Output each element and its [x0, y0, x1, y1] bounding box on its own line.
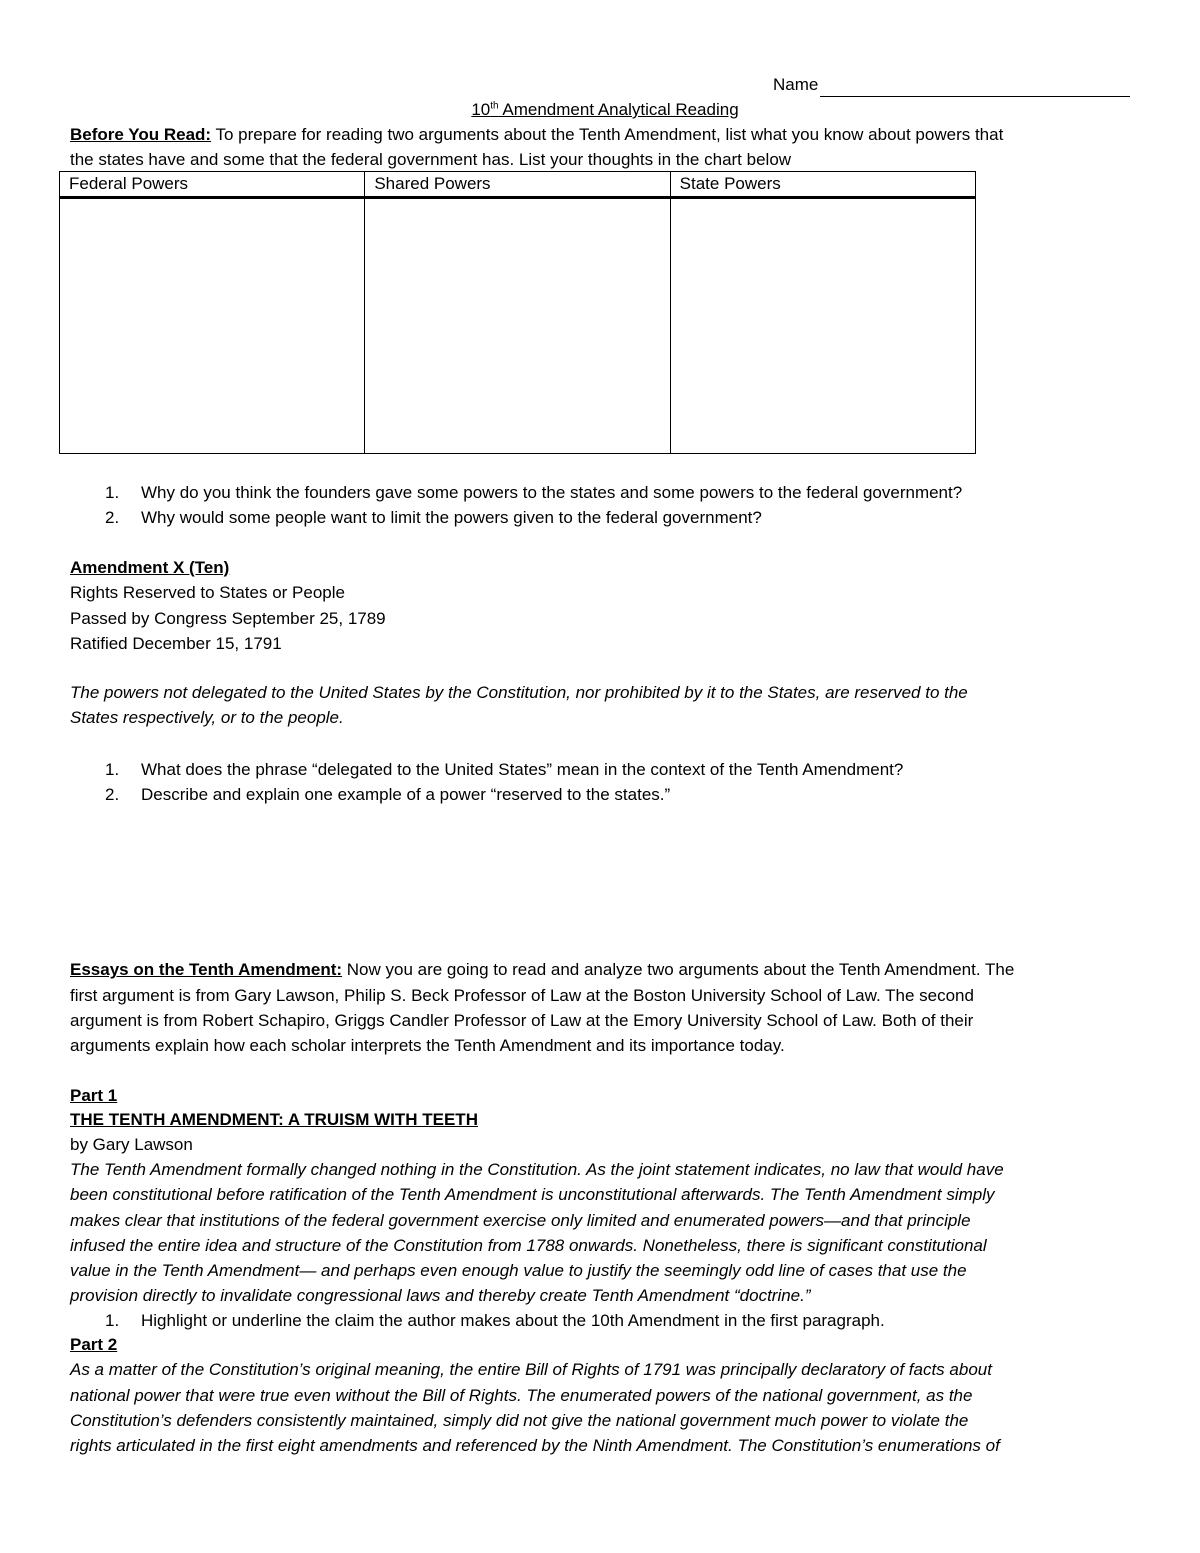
part-2-text-line-3: Constitution’s defenders consistently maintained, simply did not give the national government much power to violate the — [70, 1411, 969, 1430]
title-superscript: th — [490, 100, 499, 112]
chart-header-federal: Federal Powers — [60, 172, 365, 198]
part-2-text-line-2: national power that were true even without the Bill of Rights. The enumerated powers of the national government, as the — [70, 1386, 973, 1405]
essays-line-3: argument is from Robert Schapiro, Griggs Candler Professor of Law at the Emory University School of Law. Both of their — [70, 1011, 974, 1030]
before-you-read-line-2: the states have and some that the federal government has. List your thoughts in the chart below — [70, 150, 792, 169]
before-you-read-text-1: To prepare for reading two arguments about the Tenth Amendment, list what you know about powers that — [211, 125, 1004, 144]
chart-header-shared: Shared Powers — [365, 172, 670, 198]
question-1-2 — [105, 506, 762, 530]
essays-text-1: Now you are going to read and analyze two arguments about the Tenth Amendment. The — [342, 960, 1015, 979]
question-2-1 — [105, 758, 903, 782]
chart-cell-federal[interactable] — [60, 198, 365, 454]
chart-cell-state[interactable] — [670, 198, 975, 454]
part-1-title: THE TENTH AMENDMENT: A TRUISM WITH TEETH — [70, 1110, 478, 1129]
powers-chart — [59, 171, 976, 454]
part-1-byline: by Gary Lawson — [70, 1135, 193, 1154]
amendment-heading: Amendment X (Ten) — [70, 558, 230, 577]
title-prefix: 10 — [471, 100, 491, 119]
part-1-text-line-6: provision directly to invalidate congressional laws and thereby create Tenth Amendment “doctrine.” — [70, 1286, 811, 1305]
before-you-read-line-1 — [70, 123, 1003, 147]
part-1-text-line-2: been constitutional before ratification of the Tenth Amendment is unconstitutional afterwards. The Tenth Amendment simply — [70, 1185, 995, 1204]
amendment-passed: Passed by Congress September 25, 1789 — [70, 609, 386, 628]
question-2-2 — [105, 783, 670, 807]
amendment-subtitle: Rights Reserved to States or People — [70, 583, 345, 602]
essays-label: Essays on the Tenth Amendment: — [70, 960, 343, 979]
question-text: What does the phrase “delegated to the United States” mean in the context of the Tenth Amendment? — [141, 760, 904, 779]
part-1-question — [105, 1309, 885, 1333]
part-1-text-line-5: value in the Tenth Amendment— and perhaps even enough value to justify the seemingly odd line of cases that use the — [70, 1261, 967, 1280]
part-2-text-line-4: rights articulated in the first eight amendments and referenced by the Ninth Amendment. The Constitution’s enumerations of — [70, 1436, 1000, 1455]
question-number: 2. — [105, 508, 120, 527]
part-1-text-line-3: makes clear that institutions of the federal government exercise only limited and enumerated powers—and that principle — [70, 1211, 971, 1230]
question-text: Why do you think the founders gave some powers to the states and some powers to the federal government? — [141, 483, 963, 502]
question-number: 1. — [105, 760, 120, 779]
question-number: 2. — [105, 785, 120, 804]
name-field[interactable] — [773, 73, 1130, 97]
part-1-text-line-1: The Tenth Amendment formally changed nothing in the Constitution. As the joint statement indicates, no law that would have — [70, 1160, 1004, 1179]
question-number: 1. — [105, 483, 120, 502]
amendment-text-line-2: States respectively, or to the people. — [70, 708, 344, 727]
title-suffix: Amendment Analytical Reading — [498, 100, 739, 119]
before-you-read-label: Before You Read: — [70, 125, 212, 144]
part-2-text-line-1: As a matter of the Constitution’s original meaning, the entire Bill of Rights of 1791 was principally declaratory of facts about — [70, 1360, 992, 1379]
part-1-label: Part 1 — [70, 1086, 118, 1105]
part-1-text-line-4: infused the entire idea and structure of the Constitution from 1788 onwards. Nonetheless, there is significant constitutional — [70, 1236, 987, 1255]
question-text: Highlight or underline the claim the author makes about the 10th Amendment in the first paragraph. — [141, 1311, 885, 1330]
amendment-text-line-1: The powers not delegated to the United States by the Constitution, nor prohibited by it to the States, are reserved to the — [70, 683, 968, 702]
question-1-1 — [105, 481, 962, 505]
part-2-label: Part 2 — [70, 1335, 118, 1354]
question-text: Why would some people want to limit the powers given to the federal government? — [141, 508, 762, 527]
question-number: 1. — [105, 1311, 120, 1330]
essays-line-4: arguments explain how each scholar interprets the Tenth Amendment and its importance today. — [70, 1036, 785, 1055]
name-label: Name — [773, 75, 819, 94]
essays-line-2: first argument is from Gary Lawson, Philip S. Beck Professor of Law at the Boston University School of Law. The second — [70, 986, 974, 1005]
essays-line-1 — [70, 958, 1014, 982]
question-text: Describe and explain one example of a power “reserved to the states.” — [141, 785, 671, 804]
amendment-ratified: Ratified December 15, 1791 — [70, 634, 282, 653]
name-blank-line[interactable] — [820, 78, 1130, 97]
chart-cell-shared[interactable] — [365, 198, 670, 454]
chart-header-state: State Powers — [670, 172, 975, 198]
page-title — [0, 98, 1200, 122]
